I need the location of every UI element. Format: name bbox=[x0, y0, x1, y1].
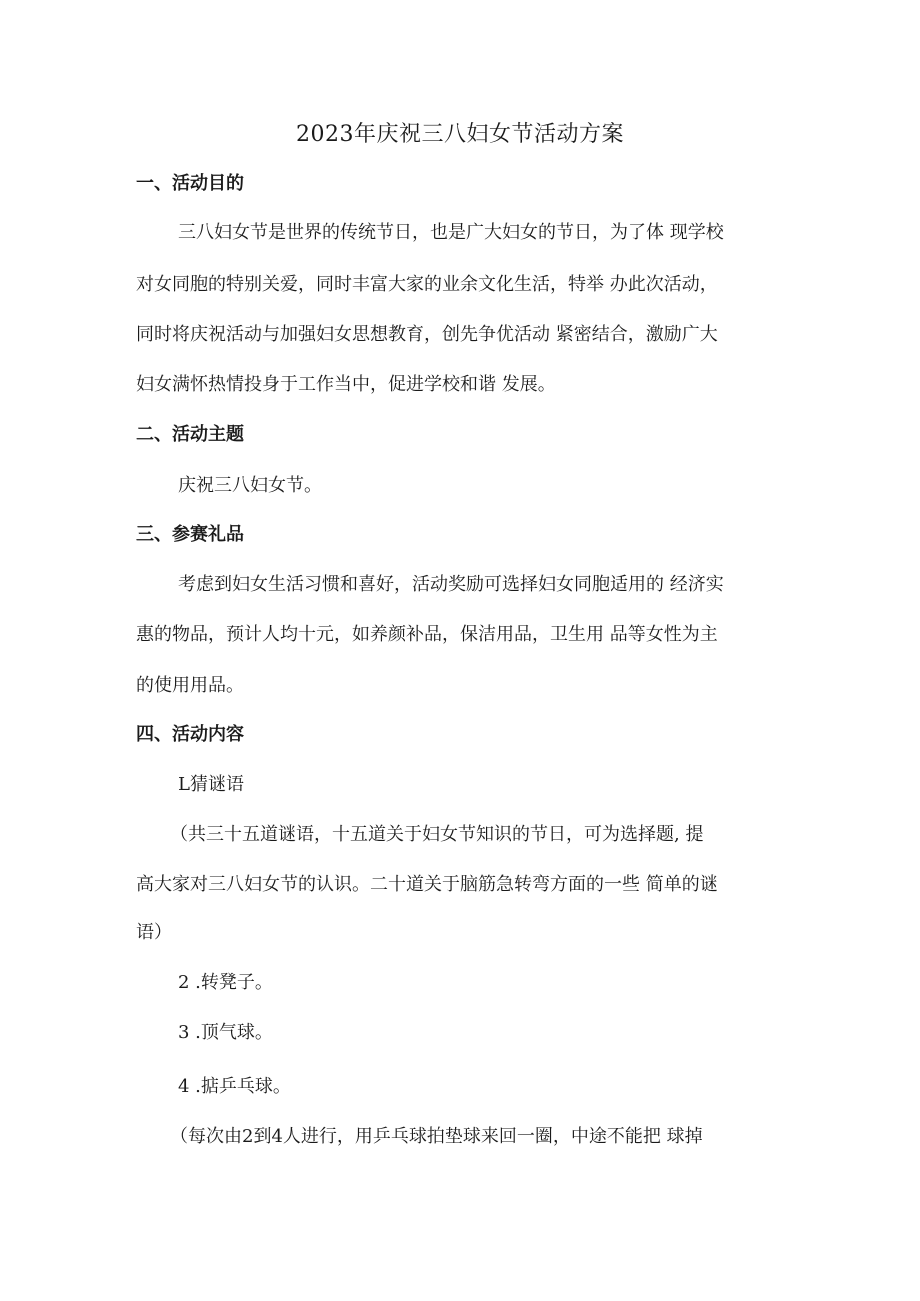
theme-line-1: 庆祝三八妇女节。 bbox=[178, 475, 322, 496]
content-item-balloon: 3 .顶气球。 bbox=[178, 1022, 273, 1043]
content-riddles-desc-1: （共三十五道谜语，十五道关于妇女节知识的节日，可为选择题, 提 bbox=[170, 824, 704, 845]
section-heading-purpose: 一、活动目的 bbox=[136, 173, 244, 194]
purpose-line-4: 妇女满怀热情投身于工作当中，促进学校和谐 发展。 bbox=[136, 374, 556, 395]
document-title: 2023年庆祝三八妇女节活动方案 bbox=[296, 122, 624, 147]
content-riddles-desc-2: 高大家对三八妇女节的认识。二十道关于脑筋急转弯方面的一些 简单的谜 bbox=[136, 874, 718, 895]
purpose-line-1: 三八妇女节是世界的传统节日，也是广大妇女的节日，为了体 现学校 bbox=[178, 222, 724, 243]
content-item-riddles: L猜谜语 bbox=[178, 774, 244, 795]
purpose-line-3: 同时将庆祝活动与加强妇女思想教育，创先争优活动 紧密结合，激励广大 bbox=[136, 324, 718, 345]
prizes-line-3: 的使用用品。 bbox=[136, 675, 244, 696]
content-riddles-desc-3: 语） bbox=[136, 922, 172, 943]
purpose-line-2: 对女同胞的特别关爱，同时丰富大家的业余文化生活，特举 办此次活动， bbox=[136, 274, 718, 295]
section-heading-theme: 二、活动主题 bbox=[136, 424, 244, 445]
content-pingpong-desc-1: （每次由2到4人进行，用乒乓球拍垫球来回一圈，中途不能把 球掉 bbox=[170, 1126, 703, 1147]
section-heading-content: 四、活动内容 bbox=[136, 724, 244, 745]
prizes-line-2: 惠的物品，预计人均十元，如养颜补品，保洁用品，卫生用 品等女性为主 bbox=[136, 624, 718, 645]
prizes-line-1: 考虑到妇女生活习惯和喜好，活动奖励可选择妇女同胞适用的 经济实 bbox=[178, 574, 724, 595]
content-item-pingpong: 4 .掂乒乓球。 bbox=[178, 1076, 291, 1097]
content-item-stool: 2 .转凳子。 bbox=[178, 972, 273, 993]
section-heading-prizes: 三、参赛礼品 bbox=[136, 524, 244, 545]
